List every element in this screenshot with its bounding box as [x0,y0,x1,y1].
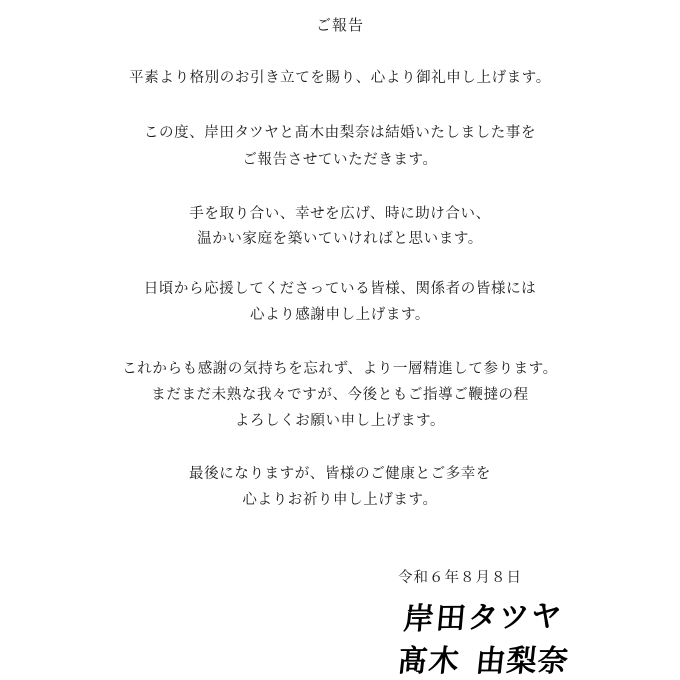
body-line: 心よりお祈り申し上げます。 [242,492,438,508]
body-line: 温かい家庭を築いていければと思います。 [197,231,483,247]
body-line: この度、岸田タツヤと髙木由梨奈は結婚いたしました事を [143,125,537,141]
body-line: 心より感謝申し上げます。 [249,307,431,323]
signature-takagi-family: 髙木 [395,644,462,679]
body-line: 手を取り合い、幸せを広げ、時に助け合い、 [189,206,491,222]
signature-kishida: 岸田タツヤ [402,599,565,637]
body-line: まだまだ未熟な我々ですが、今後ともご指導ご鞭撻の程 [151,387,529,403]
body-line: 平素より格別のお引き立てを賜り、心より御礼申し上げます。 [129,70,551,86]
body-line: 日頃から応援してくださっている皆様、関係者の皆様には [143,281,537,297]
body-line: よろしくお願い申し上げます。 [234,413,446,429]
body-line: これからも感謝の気持ちを忘れず、より一層精進して参ります。 [122,361,558,377]
signature-takagi-given: 由梨奈 [473,644,571,679]
body-line: 最後になりますが、皆様のご健康とご多幸を [189,466,491,482]
signature-takagi [396,636,572,680]
letter-date: 令和６年８月８日 [398,570,522,586]
body-line: ご報告させていただきます。 [242,152,438,168]
letter-title: ご報告 [315,16,364,34]
